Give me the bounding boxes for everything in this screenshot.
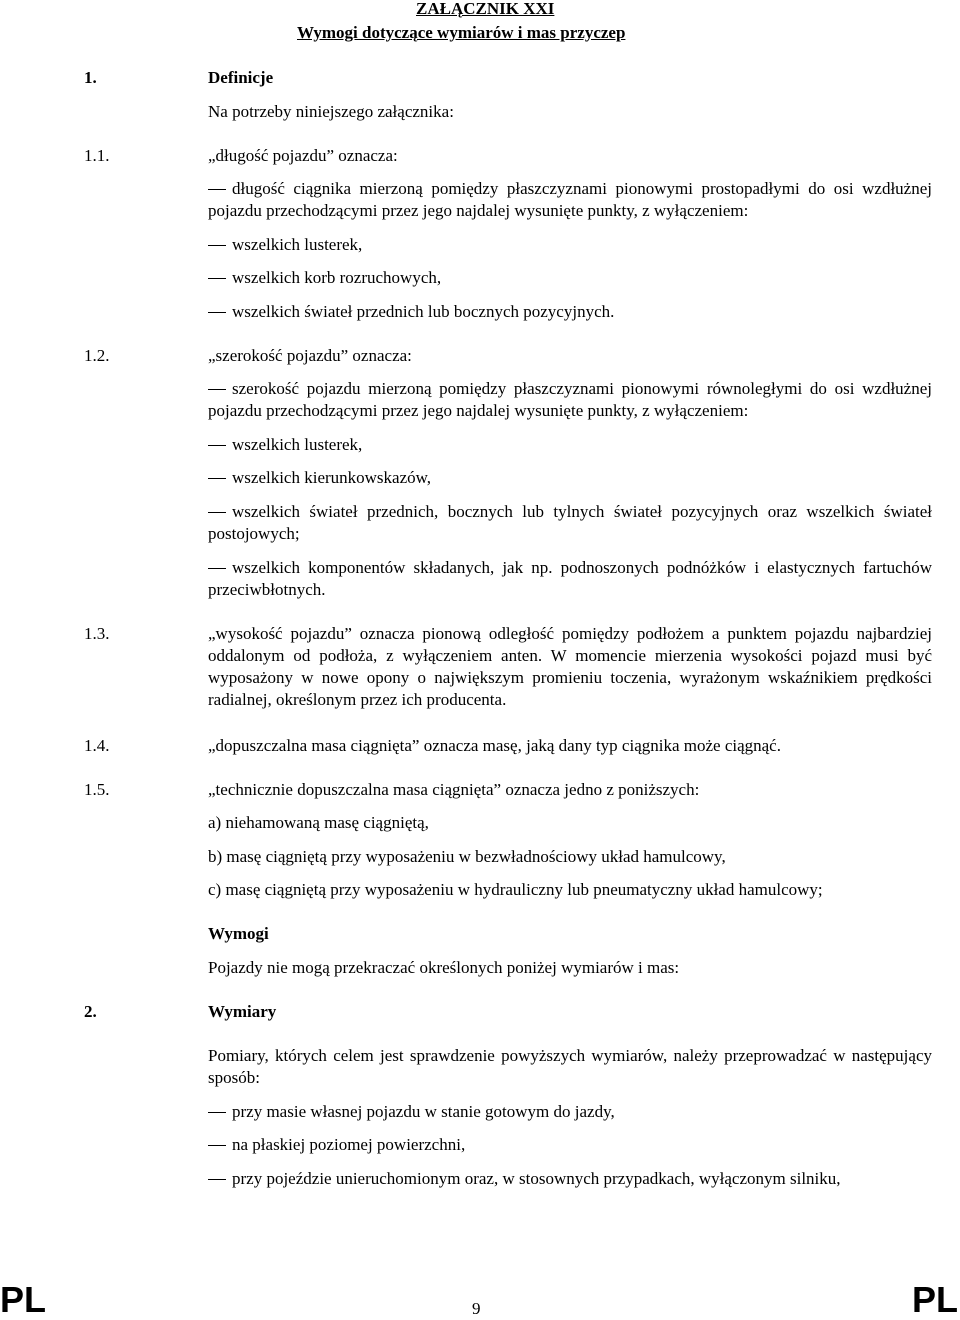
dash — [208, 189, 226, 190]
def-1-1-item-2: wszelkich korb rozruchowych, — [208, 267, 441, 289]
def-1-5-text: „technicznie dopuszczalna masa ciągnięta” oznacza jedno z poniższych: — [208, 780, 700, 799]
section-1-number: 1. — [84, 68, 97, 87]
dash — [208, 245, 226, 246]
dash — [208, 478, 226, 479]
def-1-1-text: długość ciągnika mierzoną pomiędzy płaszczyznami pionowymi prostopadłymi do osi wzdłużnej pojazdu przechodzącymi przez jego najdalej wysunięte punkty, z wyłączeniem: — [208, 179, 932, 220]
dash — [208, 278, 226, 279]
section-1-intro: Na potrzeby niniejszego załącznika: — [208, 102, 454, 121]
def-1-2-item-2: wszelkich kierunkowskazów, — [208, 467, 431, 489]
def-1-3-text: „wysokość pojazdu” oznacza pionową odległość pomiędzy podłożem a punktem pojazdu najbardziej oddalonym od podłoża, z wyłączeniem anten. W momencie mierzenia wysokości pojazd musi być wyposażony w nowe opony o największym promieniu toczenia, wyrażonym wskaźnikiem prędkości radialnej, określonym przez ich producenta. — [208, 624, 932, 709]
def-1-1-term: „długość pojazdu” oznacza: — [208, 146, 398, 165]
def-1-3-number: 1.3. — [84, 624, 110, 643]
section-2-number: 2. — [84, 1002, 97, 1021]
dash — [208, 1145, 226, 1146]
def-1-4-text: „dopuszczalna masa ciągnięta” oznacza masę, jaką dany typ ciągnika może ciągnąć. — [208, 736, 781, 755]
section-2-item-3: przy pojeździe unieruchomionym oraz, w stosownych przypadkach, wyłączonym silniku, — [208, 1168, 932, 1190]
dash — [208, 512, 226, 513]
def-1-4-number: 1.4. — [84, 736, 110, 755]
def-1-2-term: „szerokość pojazdu” oznacza: — [208, 346, 412, 365]
def-1-2-item-4: wszelkich komponentów składanych, jak np. podnoszonych podnóżków i elastycznych fartuchów przeciwbłotnych. — [208, 558, 932, 599]
footer-lang-left: PL — [0, 1279, 47, 1320]
dash — [208, 445, 226, 446]
def-1-5-item-c: c) masę ciągniętą przy wyposażeniu w hydrauliczny lub pneumatyczny układ hamulcowy; — [208, 880, 823, 899]
page-number: 9 — [472, 1299, 481, 1318]
requirements-title: Wymogi — [208, 924, 269, 943]
section-1-title: Definicje — [208, 68, 274, 87]
def-1-2-text: szerokość pojazdu mierzoną pomiędzy płaszczyznami pionowymi równoległymi do osi wzdłużnej pojazdu przechodzącymi przez jego najdalej wysunięte punkty, z wyłączeniem: — [208, 379, 932, 420]
annex-title: ZAŁĄCZNIK XXI — [416, 0, 555, 18]
def-1-1-number: 1.1. — [84, 146, 110, 165]
dash — [208, 568, 226, 569]
def-1-2-item-1: wszelkich lusterek, — [208, 434, 362, 456]
dash — [208, 312, 226, 313]
def-1-2-number: 1.2. — [84, 346, 110, 365]
section-2-text: Pomiary, których celem jest sprawdzenie powyższych wymiarów, należy przeprowadzać w następujący sposób: — [208, 1046, 932, 1087]
def-1-1-item-1: wszelkich lusterek, — [208, 234, 362, 256]
dash — [208, 1179, 226, 1180]
def-1-5-item-b: b) masę ciągniętą przy wyposażeniu w bezwładnościowy układ hamulcowy, — [208, 847, 726, 866]
section-2-item-1: przy masie własnej pojazdu w stanie gotowym do jazdy, — [208, 1101, 615, 1123]
dash — [208, 389, 226, 390]
def-1-5-item-a: a) niehamowaną masę ciągniętą, — [208, 813, 429, 832]
def-1-5-number: 1.5. — [84, 780, 110, 799]
footer-lang-right: PL — [911, 1279, 958, 1320]
requirements-text: Pojazdy nie mogą przekraczać określonych poniżej wymiarów i mas: — [208, 958, 680, 977]
dash — [208, 1112, 226, 1113]
section-2-item-2: na płaskiej poziomej powierzchni, — [208, 1134, 465, 1156]
def-1-2-item-3: wszelkich świateł przednich, bocznych lub tylnych świateł pozycyjnych oraz wszelkich świateł postojowych; — [208, 502, 932, 543]
section-2-title: Wymiary — [208, 1002, 277, 1021]
annex-subtitle: Wymogi dotyczące wymiarów i mas przyczep — [297, 23, 626, 42]
def-1-1-item-3: wszelkich świateł przednich lub bocznych pozycyjnych. — [208, 301, 614, 323]
